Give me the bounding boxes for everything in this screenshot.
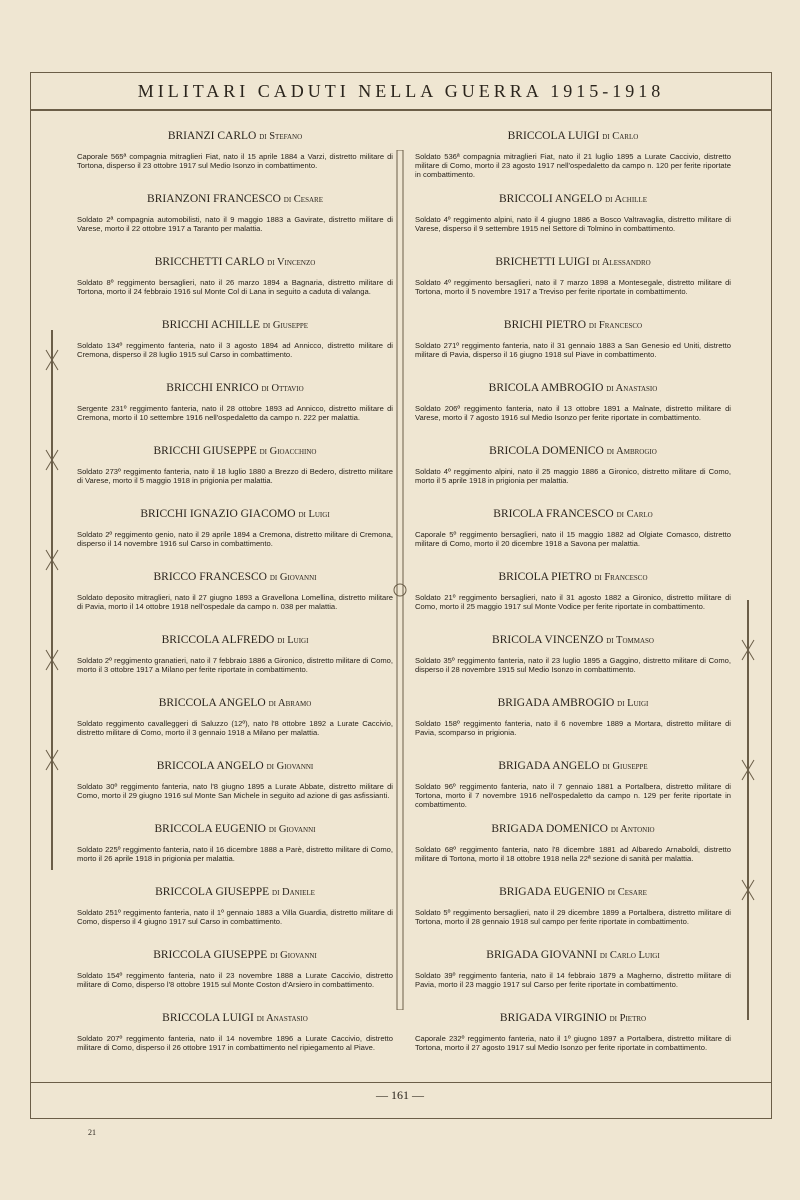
soldier-name: BRICCOLA ANGELO di Abramo <box>158 697 312 709</box>
soldier-name: BRICCOLA LUIGI di Anastasio <box>162 1012 308 1024</box>
soldier-name: BRICOLA VINCENZO di Tommaso <box>492 634 654 646</box>
entry <box>413 697 733 760</box>
entry <box>75 949 395 1012</box>
entry <box>75 382 395 445</box>
soldier-name: BRICOLA AMBROGIO di Anastasio <box>488 382 658 394</box>
soldier-name: BRICCOLA ALFREDO di Luigi <box>161 634 309 646</box>
entry <box>413 1012 733 1075</box>
left-column <box>75 130 395 1075</box>
entry <box>413 949 733 1012</box>
soldier-bio: Soldato 30º reggimento fanteria, nato l'8 giugno 1895 a Lurate Abbate, distretto militare di Como, morto il 29 giugno 1916 sul Monte San Michele in seguito ad azione di gas asfissianti. <box>77 782 393 801</box>
soldier-name: BRICOLA PIETRO di Francesco <box>498 571 648 583</box>
soldier-name: BRIGADA ANGELO di Giuseppe <box>498 760 648 772</box>
soldier-name: BRICCOLA GIUSEPPE di Giovanni <box>153 949 317 961</box>
soldier-bio: Soldato 2ª compagnia automobilisti, nato il 9 maggio 1883 a Gavirate, distretto militare di Varese, morto il 22 ottobre 1917 a Taranto per malattia. <box>77 215 393 234</box>
right-spear-ornament <box>738 600 758 1020</box>
soldier-name: BRICCHI ACHILLE di Giuseppe <box>161 319 309 331</box>
entry <box>413 634 733 697</box>
entry <box>75 193 395 256</box>
soldier-bio: Soldato deposito mitraglieri, nato il 27 giugno 1893 a Gravellona Lomellina, distretto militare di Pavia, morto il 14 ottobre 1918 nell'ospedale da campo n. 038 per malattia. <box>77 593 393 612</box>
right-column <box>413 130 733 1075</box>
entry <box>413 256 733 319</box>
soldier-bio: Soldato 68º reggimento fanteria, nato l'8 dicembre 1881 ad Albaredo Arnaboldi, distretto militare di Tortona, morto il 18 ottobre 1918 nella 22ª sezione di sanità per malattia. <box>415 845 731 864</box>
soldier-bio: Soldato 4º reggimento alpini, nato il 4 giugno 1886 a Bosco Valtravaglia, distretto militare di Varese, disperso il 9 settembre 1915 nel Settore di Tolmino in combattimento. <box>415 215 731 234</box>
entry <box>413 760 733 823</box>
soldier-name: BRIGADA EUGENIO di Cesare <box>499 886 647 898</box>
soldier-bio: Soldato 5º reggimento bersaglieri, nato il 29 dicembre 1899 a Portalbera, distretto militare di Tortona, morto il 28 gennaio 1918 sul campo per ferite riportate in combattimento. <box>415 908 731 927</box>
soldier-bio: Soldato 271º reggimento fanteria, nato il 31 gennaio 1883 a San Genesio ed Uniti, distretto militare di Pavia, disperso il 16 giugno 1918 sul Piave in combattimento. <box>415 341 731 360</box>
entry <box>75 823 395 886</box>
soldier-name: BRICCOLA ANGELO di Giovanni <box>156 760 314 772</box>
soldier-bio: Soldato 134º reggimento fanteria, nato il 3 agosto 1894 ad Annicco, distretto militare di Cremona, disperso il 28 luglio 1915 sul Carso in combattimento. <box>77 341 393 360</box>
soldier-bio: Soldato 96º reggimento fanteria, nato il 7 gennaio 1881 a Portalbera, distretto militare di Tortona, morto il 7 novembre 1916 nell'ospedaletto da campo n. 129 per ferite riportate in combattimento. <box>415 782 731 810</box>
entry <box>413 823 733 886</box>
entry <box>413 571 733 634</box>
soldier-name: BRICCHI ENRICO di Ottavio <box>166 382 304 394</box>
entry <box>413 382 733 445</box>
soldier-name: BRICCHETTI CARLO di Vincenzo <box>154 256 316 268</box>
entry <box>75 445 395 508</box>
soldier-bio: Soldato 39º reggimento fanteria, nato il 14 febbraio 1879 a Magherno, distretto militare di Pavia, morto il 23 maggio 1917 sul Carso per ferite riportate in combattimento. <box>415 971 731 990</box>
soldier-name: BRICCO FRANCESCO di Giovanni <box>153 571 317 583</box>
soldier-name: BRIANZI CARLO di Stefano <box>167 130 303 142</box>
header-frame <box>30 72 772 111</box>
entry <box>75 634 395 697</box>
entry <box>75 130 395 193</box>
soldier-name: BRIGADA DOMENICO di Antonio <box>491 823 655 835</box>
soldier-bio: Soldato 4º reggimento bersaglieri, nato il 7 marzo 1898 a Montesegale, distretto militare di Tortona, morto il 5 novembre 1917 a Treviso per ferite riportate in combattimento. <box>415 278 731 297</box>
soldier-bio: Soldato 158º reggimento fanteria, nato il 6 novembre 1889 a Mortara, distretto militare di Pavia, scomparso in prigionia. <box>415 719 731 738</box>
soldier-bio: Soldato reggimento cavalleggeri di Saluzzo (12º), nato l'8 ottobre 1892 a Lurate Caccivio, distretto militare di Como, morto il 3 gennaio 1918 a Milano per malattia. <box>77 719 393 738</box>
soldier-name: BRICCOLA GIUSEPPE di Daniele <box>155 886 315 898</box>
entry <box>75 571 395 634</box>
soldier-bio: Soldato 8º reggimento bersaglieri, nato il 26 marzo 1894 a Bagnaria, distretto militare di Tortona, morto il 24 febbraio 1916 sul Monte Col di Lana in seguito a caduta di valanga. <box>77 278 393 297</box>
entry <box>413 319 733 382</box>
soldier-name: BRICOLA FRANCESCO di Carlo <box>493 508 653 520</box>
soldier-bio: Caporale 565ª compagnia mitraglieri Fiat, nato il 15 aprile 1884 a Varzi, distretto militare di Tortona, disperso il 23 ottobre 1917 sul Medio Isonzo in combattimento. <box>77 152 393 171</box>
entry <box>413 130 733 193</box>
soldier-name: BRICCHI GIUSEPPE di Gioacchino <box>153 445 317 457</box>
soldier-name: BRIGADA AMBROGIO di Luigi <box>497 697 649 709</box>
entry <box>75 508 395 571</box>
page-title: MILITARI CADUTI NELLA GUERRA 1915-1918 <box>137 81 665 101</box>
soldier-name: BRIGADA GIOVANNI di Carlo Luigi <box>486 949 660 961</box>
soldier-bio: Soldato 536ª compagnia mitraglieri Fiat, nato il 21 luglio 1895 a Lurate Caccivio, distretto militare di Como, morto il 23 agosto 1917 nell'ospedaletto da campo n. 120 per ferite riportate in combattimento. <box>415 152 731 180</box>
soldier-name: BRIANZONI FRANCESCO di Cesare <box>147 193 323 205</box>
entry <box>413 193 733 256</box>
entry <box>75 697 395 760</box>
entry <box>75 256 395 319</box>
page-number: — 161 — <box>376 1088 424 1102</box>
soldier-bio: Soldato 251º reggimento fanteria, nato il 1º gennaio 1883 a Villa Guardia, distretto militare di Como, disperso il 4 giugno 1917 sul Carso in combattimento. <box>77 908 393 927</box>
soldier-bio: Soldato 225º reggimento fanteria, nato il 16 dicembre 1888 a Parè, distretto militare di Como, morto il 26 aprile 1918 in prigionia per malattia. <box>77 845 393 864</box>
soldier-bio: Caporale 232º reggimento fanteria, nato il 1º giugno 1897 a Portalbera, distretto militare di Tortona, morto il 27 agosto 1917 sul Medio Isonzo per ferite riportate in combattimento. <box>415 1034 731 1053</box>
entry <box>75 760 395 823</box>
central-fasces-ornament <box>393 150 407 1010</box>
soldier-name: BRICCOLA EUGENIO di Giovanni <box>154 823 316 835</box>
soldier-bio: Caporale 5º reggimento bersaglieri, nato il 15 maggio 1882 ad Olgiate Comasco, distretto militare di Como, morto il 20 dicembre 1918 a Savona per malattia. <box>415 530 731 549</box>
entry <box>75 319 395 382</box>
entry <box>413 886 733 949</box>
soldier-bio: Soldato 206º reggimento fanteria, nato il 13 ottobre 1891 a Malnate, distretto militare di Varese, morto il 7 agosto 1916 sul Medio Isonzo per ferite riportate in combattimento. <box>415 404 731 423</box>
footer-divider <box>30 1082 772 1083</box>
soldier-bio: Soldato 207º reggimento fanteria, nato il 14 novembre 1896 a Lurate Caccivio, distretto militare di Como, disperso il 26 ottobre 1917 in combattimento nel ripiegamento al Piave. <box>77 1034 393 1053</box>
soldier-name: BRICCOLA LUIGI di Carlo <box>507 130 639 142</box>
soldier-name: BRICHETTI LUIGI di Alessandro <box>495 256 651 268</box>
soldier-name: BRICCHI IGNAZIO GIACOMO di Luigi <box>140 508 330 520</box>
soldier-name: BRICHI PIETRO di Francesco <box>503 319 643 331</box>
soldier-name: BRICOLA DOMENICO di Ambrogio <box>489 445 657 457</box>
soldier-bio: Soldato 2º reggimento genio, nato il 29 aprile 1894 a Cremona, distretto militare di Cremona, disperso il 14 novembre 1916 sul Carso in combattimento. <box>77 530 393 549</box>
entry <box>413 445 733 508</box>
soldier-bio: Soldato 21º reggimento bersaglieri, nato il 31 agosto 1882 a Gironico, distretto militare di Como, morto il 25 maggio 1917 sul Monte Vodice per ferite riportate in combattimento. <box>415 593 731 612</box>
soldier-bio: Soldato 4º reggimento alpini, nato il 25 maggio 1886 a Gironico, distretto militare di Como, morto il 5 aprile 1918 in prigionia per malattia. <box>415 467 731 486</box>
printer-signature: 21 <box>88 1128 96 1137</box>
soldier-bio: Soldato 2º reggimento granatieri, nato il 7 febbraio 1886 a Gironico, distretto militare di Como, morto il 3 ottobre 1917 a Milano per ferite riportate in combattimento. <box>77 656 393 675</box>
soldier-bio: Sergente 231º reggimento fanteria, nato il 28 ottobre 1893 ad Annicco, distretto militare di Cremona, morto il 10 settembre 1916 nell'ospedaletto da campo n. 222 per malattia. <box>77 404 393 423</box>
entry <box>75 886 395 949</box>
soldier-bio: Soldato 273º reggimento fanteria, nato il 18 luglio 1880 a Brezzo di Bedero, distretto militare di Varese, morto il 5 maggio 1918 in prigionia per malattia. <box>77 467 393 486</box>
soldier-bio: Soldato 35º reggimento fanteria, nato il 23 luglio 1895 a Gaggino, distretto militare di Como, disperso il 28 novembre 1915 sul Medio Isonzo in combattimento. <box>415 656 731 675</box>
soldier-name: BRICCOLI ANGELO di Achille <box>499 193 647 205</box>
soldier-name: BRIGADA VIRGINIO di Pietro <box>499 1012 647 1024</box>
soldier-bio: Soldato 154º reggimento fanteria, nato il 23 novembre 1888 a Lurate Caccivio, distretto militare di Como, disperso l'8 ottobre 1915 sul Monte Coston d'Arsiero in combattimento. <box>77 971 393 990</box>
entry <box>413 508 733 571</box>
left-spear-ornament <box>42 330 62 870</box>
entry <box>75 1012 395 1075</box>
